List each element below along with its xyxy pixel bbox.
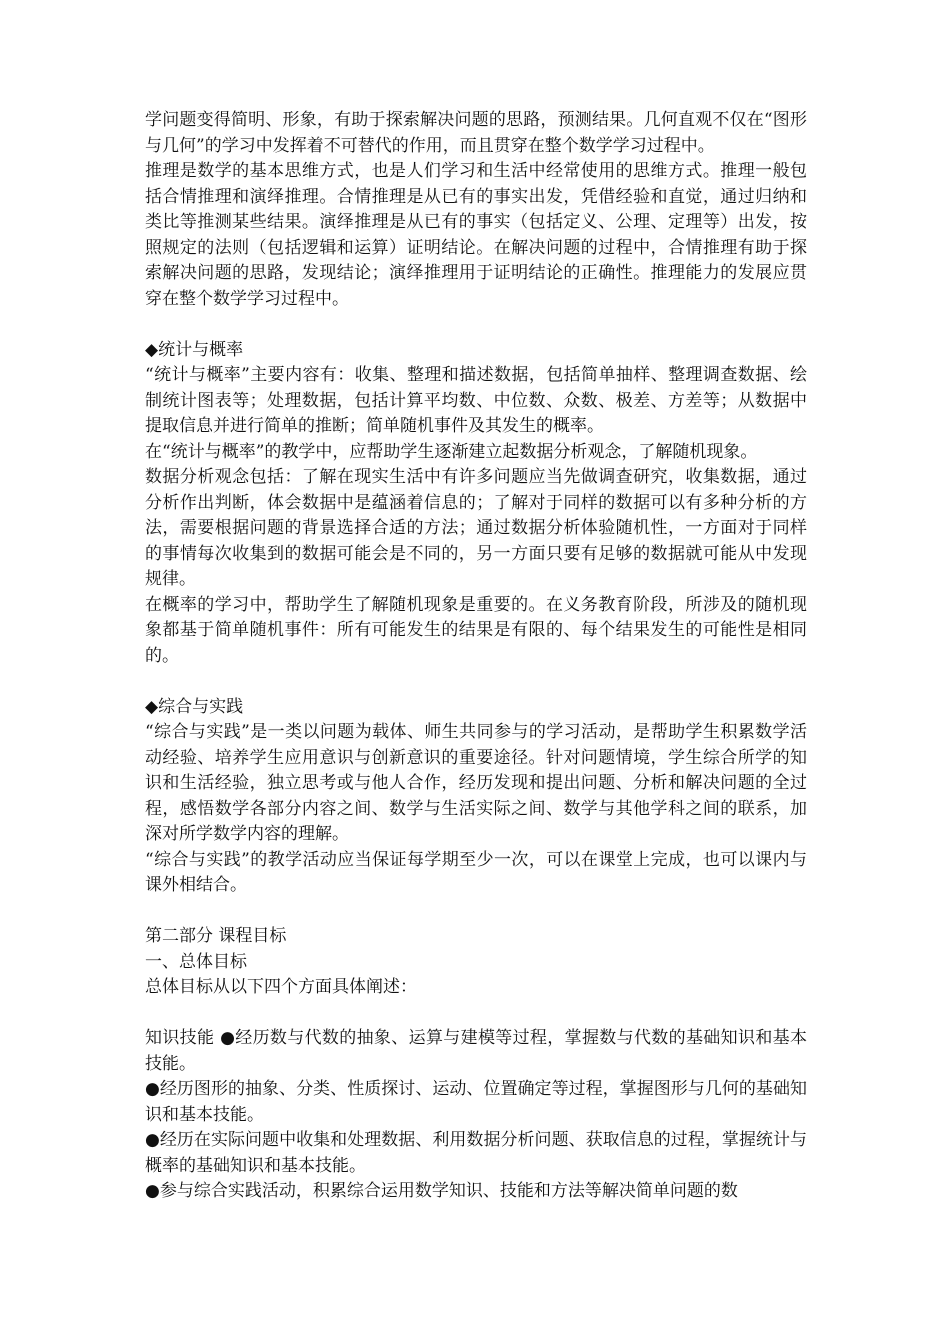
knowledge-skills-item-3: ●经历在实际问题中收集和处理数据、利用数据分析问题、获取信息的过程，掌握统计与概率的基础知识和基本技能。 <box>145 1130 807 1176</box>
part-two-heading: 第二部分 课程目标 <box>145 926 287 946</box>
statistics-paragraph-3: 数据分析观念包括：了解在现实生活中有许多问题应当先做调查研究，收集数据，通过分析作出判断，体会数据中是蕴涵着信息的；了解对于同样的数据可以有多种分析的方法，需要根据问题的背景选择合适的方法；通过数据分析体验随机性，一方面对于同样的事情每次收集到的数据可能会是不同的，另一方面只要有足够的数据就可能从中发现规律。 <box>145 467 807 589</box>
blank-line <box>145 899 807 925</box>
document-page <box>145 108 807 1205</box>
blank-line <box>145 669 807 695</box>
practice-paragraph-1: “综合与实践”是一类以问题为载体、师生共同参与的学习活动，是帮助学生积累数学活动经验、培养学生应用意识与创新意识的重要途径。针对问题情境，学生综合所学的知识和生活经验，独立思考或与他人合作，经历发现和提出问题、分析和解决问题的全过程，感悟数学各部分内容之间、数学与生活实际之间、数学与其他学科之间的联系，加深对所学数学内容的理解。 <box>145 722 807 844</box>
statistics-paragraph-2: 在“统计与概率”的教学中，应帮助学生逐渐建立起数据分析观念，了解随机现象。 <box>145 441 758 462</box>
geometry-paragraph-1: 学问题变得简明、形象，有助于探索解决问题的思路，预测结果。几何直观不仅在“图形与几何”的学习中发挥着不可替代的作用，而且贯穿在整个数学学习过程中。 <box>145 110 807 156</box>
statistics-paragraph-1: “统计与概率”主要内容有：收集、整理和描述数据，包括简单抽样、整理调查数据、绘制统计图表等；处理数据，包括计算平均数、中位数、众数、极差、方差等；从数据中提取信息并进行简单的推断；简单随机事件及其发生的概率。 <box>145 365 807 436</box>
knowledge-skills-item-1: 知识技能 ●经历数与代数的抽象、运算与建模等过程，掌握数与代数的基础知识和基本技能。 <box>145 1028 807 1074</box>
knowledge-skills-item-2: ●经历图形的抽象、分类、性质探讨、运动、位置确定等过程，掌握图形与几何的基础知识和基本技能。 <box>145 1079 807 1125</box>
knowledge-skills-item-4: ●参与综合实践活动，积累综合运用数学知识、技能和方法等解决简单问题的数 <box>145 1181 738 1201</box>
practice-heading: ◆综合与实践 <box>145 696 244 717</box>
statistics-heading: ◆统计与概率 <box>145 339 244 360</box>
blank-line <box>145 1001 807 1027</box>
overall-goals-intro: 总体目标从以下四个方面具体阐述： <box>145 977 417 997</box>
overall-goals-heading: 一、总体目标 <box>145 951 247 972</box>
statistics-paragraph-4: 在概率的学习中，帮助学生了解随机现象是重要的。在义务教育阶段，所涉及的随机现象都基于简单随机事件：所有可能发生的结果是有限的、每个结果发生的可能性是相同的。 <box>145 594 807 666</box>
blank-line <box>145 312 807 338</box>
reasoning-paragraph: 推理是数学的基本思维方式，也是人们学习和生活中经常使用的思维方式。推理一般包括合情推理和演绎推理。合情推理是从已有的事实出发，凭借经验和直觉，通过归纳和类比等推测某些结果。演绎推理是从已有的事实（包括定义、公理、定理等）出发，按照规定的法则（包括逻辑和运算）证明结论。在解决问题的过程中，合情推理有助于探索解决问题的思路，发现结论；演绎推理用于证明结论的正确性。推理能力的发展应贯穿在整个数学学习过程中。 <box>145 161 807 309</box>
practice-paragraph-2: “综合与实践”的教学活动应当保证每学期至少一次，可以在课堂上完成，也可以课内与课外相结合。 <box>145 849 807 895</box>
